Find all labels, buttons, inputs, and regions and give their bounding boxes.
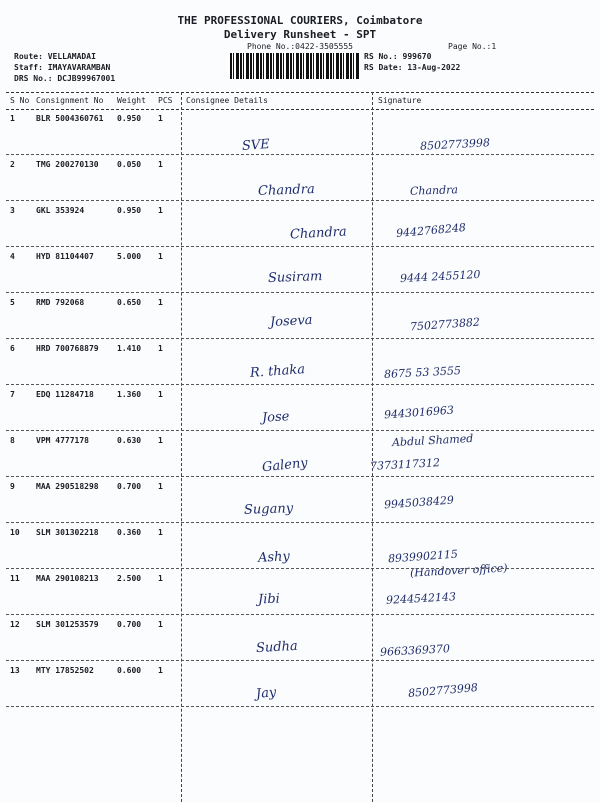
row-divider	[6, 154, 594, 155]
signature-handwritten: 9444 2455120	[399, 267, 481, 286]
table-row	[0, 156, 600, 201]
consignment-number: RMD 792068	[36, 298, 85, 307]
signature-note: Abdul Shamed	[391, 431, 474, 450]
pieces: 1	[158, 344, 163, 353]
weight: 0.650	[117, 298, 142, 307]
row-divider	[6, 384, 594, 385]
row-divider	[6, 476, 594, 477]
weight: 0.950	[117, 206, 142, 215]
consignment-number: MAA 290108213	[36, 574, 99, 583]
signature-handwritten: 9945038429	[383, 493, 455, 512]
consignee-handwritten: Susiram	[267, 269, 323, 286]
signature-handwritten: 9244542143	[385, 590, 457, 607]
weight: 0.360	[117, 528, 142, 537]
row-divider	[6, 706, 594, 707]
consignee-handwritten: Jose	[261, 409, 290, 426]
row-divider	[6, 200, 594, 201]
consignment-number: BLR 5004360761	[36, 114, 104, 123]
serial-number: 11	[10, 574, 20, 583]
pieces: 1	[158, 436, 163, 445]
route-label: Route: VELLAMADAI	[14, 52, 96, 61]
signature-handwritten: 8939902115	[387, 547, 459, 566]
pieces: 1	[158, 298, 163, 307]
table-row	[0, 570, 600, 615]
pieces: 1	[158, 620, 163, 629]
consignee-handwritten: SVE	[241, 137, 271, 154]
signature-handwritten: 7373117312	[369, 456, 441, 473]
weight: 0.600	[117, 666, 142, 675]
signature-handwritten: 9442768248	[395, 220, 467, 241]
pieces: 1	[158, 574, 163, 583]
table-row	[0, 340, 600, 385]
consignment-number: HYD 81104407	[36, 252, 94, 261]
table-row	[0, 662, 600, 707]
consignee-handwritten: Sugany	[243, 501, 294, 518]
col-sno: S No	[10, 96, 30, 105]
signature-handwritten: 9663369370	[379, 642, 451, 659]
staff-label: Staff: IMAYAVARAMBAN	[14, 63, 111, 72]
pieces: 1	[158, 666, 163, 675]
weight: 0.630	[117, 436, 142, 445]
document-title: Delivery Runsheet - SPT	[223, 28, 377, 41]
row-divider	[6, 338, 594, 339]
row-divider	[6, 292, 594, 293]
weight: 1.410	[117, 344, 142, 353]
weight: 1.360	[117, 390, 142, 399]
serial-number: 5	[10, 298, 15, 307]
serial-number: 6	[10, 344, 15, 353]
drs-number: DRS No.: DCJB99967001	[14, 74, 116, 83]
rs-date: RS Date: 13-Aug-2022	[364, 63, 461, 72]
consignee-handwritten: Galeny	[261, 455, 309, 476]
barcode	[230, 53, 360, 79]
pieces: 1	[158, 252, 163, 261]
weight: 0.950	[117, 114, 142, 123]
row-divider	[6, 522, 594, 523]
signature-handwritten: 9443016963	[383, 403, 455, 422]
consignment-number: MAA 290518298	[36, 482, 99, 491]
pieces: 1	[158, 482, 163, 491]
consignee-handwritten: R. thaka	[249, 362, 306, 381]
row-divider	[6, 246, 594, 247]
col-pcs: PCS	[158, 96, 173, 105]
pieces: 1	[158, 160, 163, 169]
table-row	[0, 110, 600, 155]
row-divider	[6, 614, 594, 615]
consignment-number: SLM 301302218	[36, 528, 99, 537]
consignee-handwritten: Chandra	[289, 224, 348, 243]
signature-handwritten: 8502773998	[419, 136, 491, 153]
pieces: 1	[158, 528, 163, 537]
consignment-number: GKL 353924	[36, 206, 85, 215]
consignee-handwritten: Joseva	[269, 312, 313, 331]
pieces: 1	[158, 206, 163, 215]
serial-number: 3	[10, 206, 15, 215]
pieces: 1	[158, 390, 163, 399]
col-signature: Signature	[378, 96, 422, 105]
consignee-handwritten: Chandra	[257, 182, 315, 199]
serial-number: 4	[10, 252, 15, 261]
phone-number: Phone No.:0422-3505555	[247, 42, 353, 51]
weight: 5.000	[117, 252, 142, 261]
signature-note: (Handover office)	[409, 561, 508, 580]
serial-number: 10	[10, 528, 20, 537]
consignment-number: HRD 700768879	[36, 344, 99, 353]
row-divider	[6, 430, 594, 431]
table-row	[0, 202, 600, 247]
serial-number: 8	[10, 436, 15, 445]
consignment-number: MTY 17852502	[36, 666, 94, 675]
consignee-handwritten: Jibi	[257, 591, 281, 608]
company-name: THE PROFESSIONAL COURIERS, Coimbatore	[177, 14, 423, 27]
serial-number: 12	[10, 620, 20, 629]
consignee-handwritten: Jay	[255, 684, 278, 703]
table-row	[0, 616, 600, 661]
table-row	[0, 386, 600, 431]
weight: 0.700	[117, 482, 142, 491]
table-row	[0, 432, 600, 477]
table-row	[0, 294, 600, 339]
table-row	[0, 478, 600, 523]
consignee-handwritten: Ashy	[257, 549, 291, 566]
pieces: 1	[158, 114, 163, 123]
col-consignment: Consignment No	[36, 96, 104, 105]
weight: 0.050	[117, 160, 142, 169]
consignee-handwritten: Sudha	[255, 638, 299, 657]
table-row	[0, 248, 600, 293]
weight: 0.700	[117, 620, 142, 629]
consignment-number: VPM 4777178	[36, 436, 89, 445]
rs-number: RS No.: 999670	[364, 52, 432, 61]
serial-number: 1	[10, 114, 15, 123]
serial-number: 7	[10, 390, 15, 399]
consignment-number: TMG 200270130	[36, 160, 99, 169]
col-consignee: Consignee Details	[186, 96, 268, 105]
signature-handwritten: 8502773998	[407, 680, 479, 701]
signature-handwritten: Chandra	[409, 183, 459, 198]
page-number: Page No.:1	[448, 42, 497, 51]
consignment-number: SLM 301253579	[36, 620, 99, 629]
serial-number: 13	[10, 666, 20, 675]
row-divider	[6, 568, 594, 569]
signature-handwritten: 7502773882	[409, 315, 481, 334]
consignment-number: EDQ 11284718	[36, 390, 94, 399]
serial-number: 9	[10, 482, 15, 491]
weight: 2.500	[117, 574, 142, 583]
serial-number: 2	[10, 160, 15, 169]
row-divider	[6, 660, 594, 661]
header-rule-top	[6, 92, 594, 93]
signature-handwritten: 8675 53 3555	[383, 363, 462, 382]
col-weight: Weight	[117, 96, 146, 105]
